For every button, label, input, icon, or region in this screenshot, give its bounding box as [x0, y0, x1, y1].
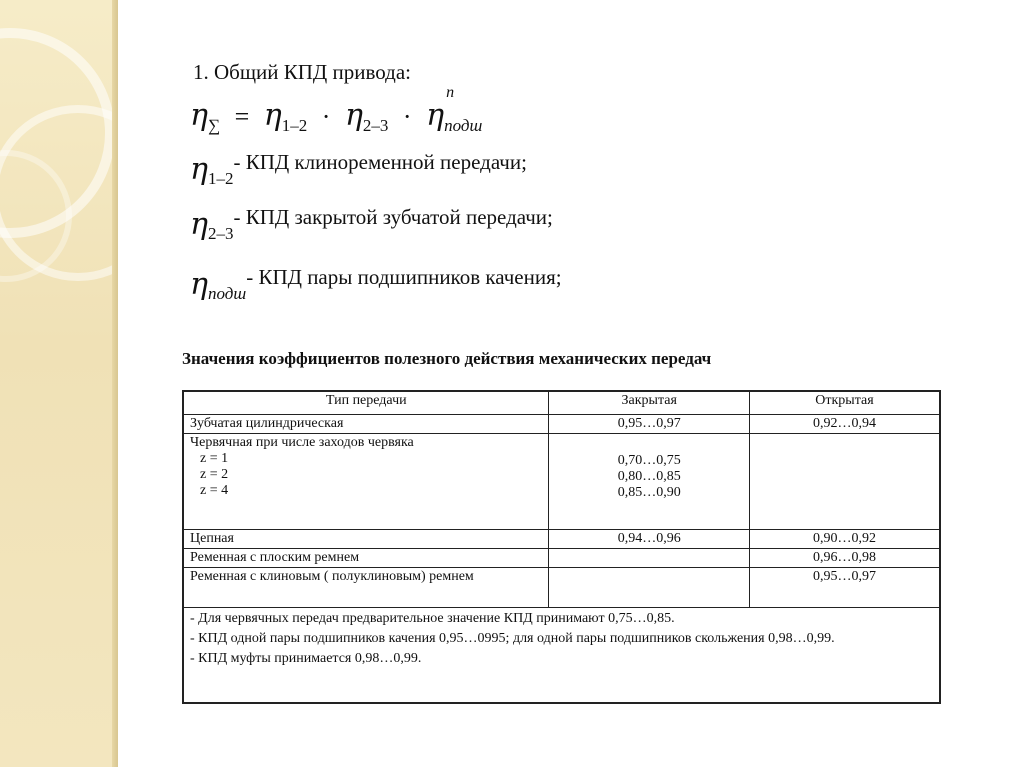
worm-type-label: Червячная при числе заходов червяка — [190, 435, 414, 450]
cell-open — [749, 434, 940, 530]
formula-sub-12: 1–2 — [281, 116, 308, 136]
worm-value-2: 0,80…0,85 — [617, 469, 681, 484]
cell-closed — [549, 549, 749, 568]
table-notes — [183, 608, 940, 704]
table-row-worm — [183, 434, 940, 530]
cell-open: 0,92…0,94 — [749, 415, 940, 434]
definition-text: - КПД пары подшипников качения; — [246, 265, 562, 289]
table-title: Значения коэффициентов полезного действия механических передач — [182, 349, 712, 368]
cell-type: Ременная с клиновым ( полуклиновым) ремнем — [183, 568, 549, 608]
eta-symbol: η — [190, 267, 208, 302]
eta-symbol: η — [263, 98, 282, 133]
worm-value-4: 0,85…0,90 — [617, 485, 681, 500]
cell-type — [183, 434, 549, 530]
cell-closed: 0,94…0,96 — [549, 530, 749, 549]
cell-open: 0,96…0,98 — [749, 549, 940, 568]
definition-belt — [190, 150, 527, 189]
eta-symbol: η — [190, 152, 208, 187]
definition-text: - КПД закрытой зубчатой передачи; — [233, 205, 553, 229]
formula-equals: = — [234, 102, 250, 131]
eta-symbol: η — [190, 207, 208, 242]
definition-bearing — [190, 265, 562, 304]
formula-sub-bearing: подш — [444, 116, 483, 136]
table-row-v-belt — [183, 568, 940, 608]
note-item: - Для червячных передач предварительное значение КПД принимают 0,75…0,85. — [190, 611, 675, 626]
eta-symbol: η — [190, 98, 208, 133]
cell-type: Зубчатая цилиндрическая — [183, 415, 549, 434]
definition-sub: подш — [207, 284, 247, 304]
cell-open: 0,95…0,97 — [749, 568, 940, 608]
cell-type: Ременная с плоским ремнем — [183, 549, 549, 568]
formula-sub-total: ∑ — [207, 116, 221, 136]
cell-closed: 0,95…0,97 — [549, 415, 749, 434]
efficiency-table — [182, 390, 941, 704]
slide-heading: 1. Общий КПД привода: — [193, 60, 411, 84]
definition-sub: 2–3 — [207, 224, 234, 244]
worm-z1: z = 1 — [200, 451, 229, 466]
column-header: Закрытая — [549, 391, 749, 415]
note-item: - КПД одной пары подшипников качения 0,95…0995; для одной пары подшипников скольжения 0,98…0,99. — [190, 631, 835, 646]
cell-type: Цепная — [183, 530, 549, 549]
eta-symbol: η — [344, 98, 363, 133]
formula-dot: · — [402, 102, 412, 131]
table-row-gear — [183, 415, 940, 434]
definition-sub: 1–2 — [207, 169, 234, 189]
table-header-row — [183, 391, 940, 415]
column-header: Открытая — [749, 391, 940, 415]
formula-sub-23: 2–3 — [362, 116, 389, 136]
formula-dot: · — [321, 102, 331, 131]
cell-closed — [549, 434, 749, 530]
table-row-flat-belt — [183, 549, 940, 568]
column-header: Тип передачи — [183, 391, 549, 415]
worm-z4: z = 4 — [200, 483, 229, 498]
formula-exponent: n — [446, 84, 455, 101]
definition-text: - КПД клиноременной передачи; — [233, 150, 527, 174]
efficiency-formula — [190, 84, 483, 136]
worm-values — [555, 435, 742, 501]
worm-z2: z = 2 — [200, 467, 229, 482]
cell-closed — [549, 568, 749, 608]
cell-open: 0,90…0,92 — [749, 530, 940, 549]
definition-gear — [190, 205, 553, 244]
note-item: - КПД муфты принимается 0,98…0,99. — [190, 651, 422, 666]
worm-value-1: 0,70…0,75 — [617, 453, 681, 468]
formula-bearing-term — [426, 84, 483, 136]
table-row-chain — [183, 530, 940, 549]
eta-symbol: η — [426, 98, 445, 133]
table-notes-row — [183, 608, 940, 704]
